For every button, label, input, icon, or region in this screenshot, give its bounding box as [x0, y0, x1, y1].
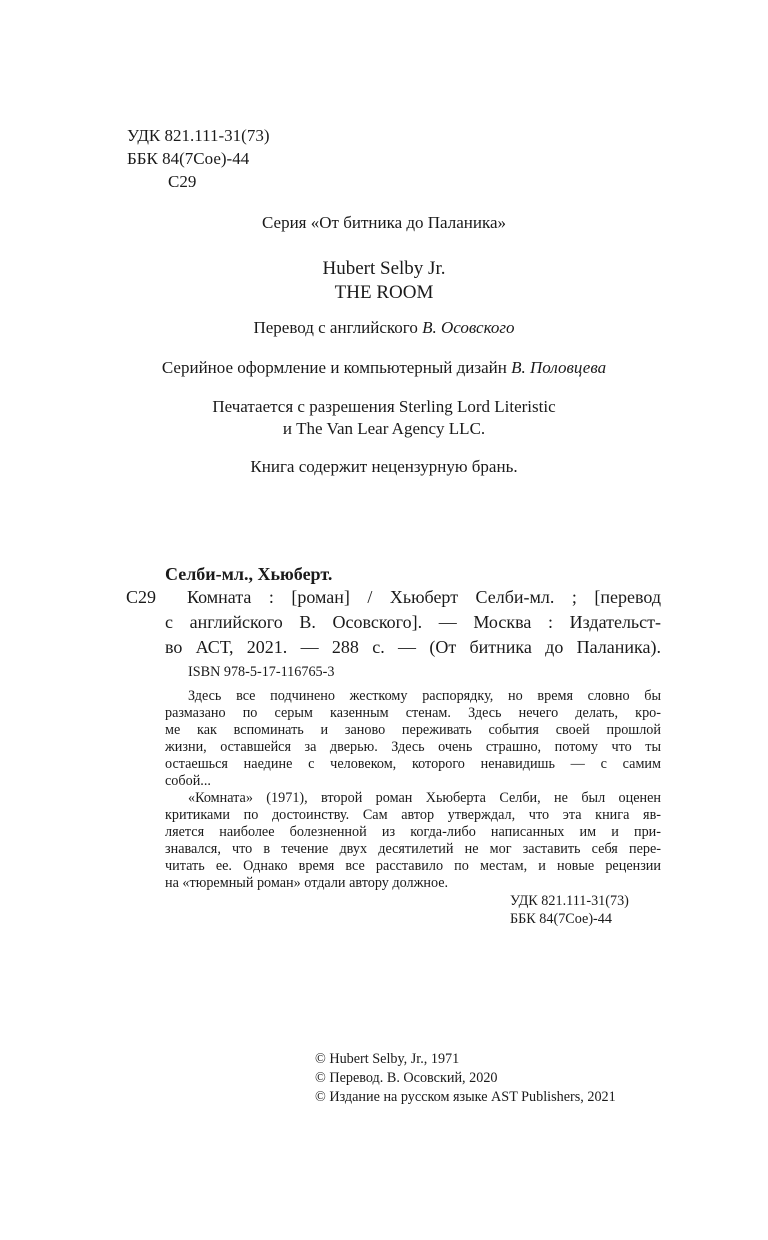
content-warning: Книга содержит нецензурную брань.: [250, 457, 518, 476]
translator-name: В. Осовского: [422, 318, 515, 337]
annotation-line: «Комната» (1971), второй роман Хьюберта Селби, не был оценен: [188, 790, 661, 806]
designer-name: В. Половцева: [511, 358, 607, 377]
catalog-entry-line-1: Комната : [роман] / Хьюберт Селби-мл. ; [перевод: [187, 587, 661, 607]
annotation-line: критиками по достоинству. Сам автор утверждал, что эта книга яв-: [165, 807, 661, 823]
annotation-line: остаешься наедине с человеком, которого ненавидишь — с самим: [165, 756, 661, 772]
translation-prefix: Перевод с английского: [253, 318, 418, 337]
annotation-line: ляется наиболее болезненной из когда-либо написанных им и при-: [165, 824, 661, 840]
catalog-bbk: ББК 84(7Сое)-44: [510, 911, 612, 927]
author-sign: С29: [168, 172, 197, 191]
annotation-line: жизни, оставшейся за дверью. Здесь очень страшно, потому что ты: [165, 739, 661, 755]
catalog-entry-line-2: с английского В. Осовского]. — Москва : Издательст-: [165, 612, 661, 632]
annotation-line: знавался, что в течение двух десятилетий не мог заставить себя пере-: [165, 841, 661, 857]
copyright-line: © Издание на русском языке AST Publishers, 2021: [315, 1089, 616, 1105]
design-line: [0, 358, 768, 378]
series-line: Серия «От битника до Паланика»: [261, 213, 507, 232]
annotation-line: ме как вспоминать и заново переживать события своей прошлой: [165, 722, 661, 738]
annotation-line: на «тюремный роман» отдали автору должное.: [165, 875, 449, 891]
catalog-udk: УДК 821.111-31(73): [510, 893, 629, 909]
isbn: ISBN 978-5-17-116765-3: [188, 664, 335, 680]
permission-line-1: Печатается с разрешения Sterling Lord Literistic: [212, 397, 556, 416]
copyright-line: © Hubert Selby, Jr., 1971: [315, 1051, 460, 1067]
copyright-line: © Перевод. В. Осовский, 2020: [315, 1070, 498, 1086]
annotation-line: читать ее. Однако время все расставило по местам, и новые рецензии: [165, 858, 661, 874]
catalog-entry-line-3: во АСТ, 2021. — 288 с. — (От битника до Паланика).: [165, 637, 661, 657]
bbk-code: ББК 84(7Сое)-44: [127, 149, 250, 168]
permission-line-2: и The Van Lear Agency LLC.: [282, 419, 486, 438]
original-title: THE ROOM: [334, 282, 434, 303]
original-author: Hubert Selby Jr.: [322, 258, 446, 279]
translation-line: [0, 318, 768, 338]
annotation-line: собой...: [165, 773, 211, 789]
design-prefix: Серийное оформление и компьютерный дизайн: [161, 358, 507, 377]
annotation-line: размазано по серым казенным стенам. Здесь нечего делать, кро-: [165, 705, 661, 721]
udk-code: УДК 821.111-31(73): [127, 126, 270, 145]
annotation-line: Здесь все подчинено жесткому распорядку, но время словно бы: [188, 688, 661, 704]
catalog-heading: Селби-мл., Хьюберт.: [165, 564, 333, 584]
catalog-sign: С29: [126, 587, 157, 607]
